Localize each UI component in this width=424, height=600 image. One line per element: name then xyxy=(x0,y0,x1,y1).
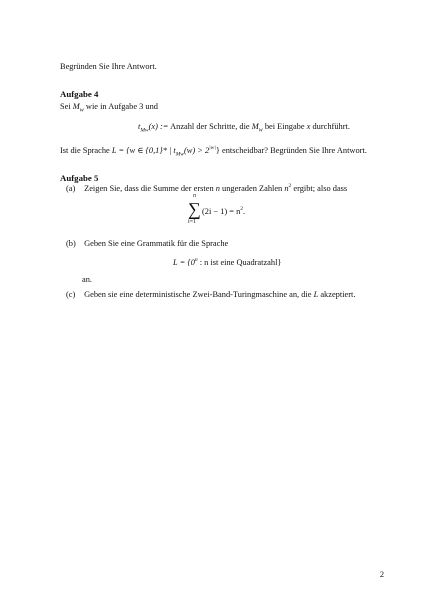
part-b-an: an. xyxy=(82,275,92,284)
aufgabe5-part-a: (a) Zeigen Sie, dass die Summe der ersten n ungeraden Zahlen $n^2$ ergibt; also dass xyxy=(66,183,348,193)
aufgabe5-part-b: (b) Geben Sie eine Grammatik für die Sprache xyxy=(66,239,229,248)
sum-body: $(2i - 1) = n^2$. xyxy=(202,206,246,216)
sum-upper-limit: n xyxy=(193,193,196,199)
aufgabe4-definition: $t_{Mw}(x)$ := Anzahl der Schritte, die $M_w$ bei Eingabe x durchführt. xyxy=(138,122,350,134)
page-number: 2 xyxy=(379,570,384,579)
aufgabe4-intro-line: Sei $M_w$ wie in Aufgabe 3 und xyxy=(60,102,158,114)
sigma-symbol: ∑ xyxy=(188,199,201,219)
intro-text: Begründen Sie Ihre Antwort. xyxy=(60,62,157,71)
language-definition: $L = \{0^n$ : n ist eine Quadratzahl} xyxy=(173,257,282,267)
sum-formula xyxy=(188,193,308,230)
aufgabe4-question: Ist die Sprache L = {w ∈ {0,1}* | $t_{Mw}(w) > 2^{|w|}$} entscheidbar? Begründen Sie Ihre Antwort. xyxy=(60,145,367,158)
aufgabe5-part-c: (c) Geben sie eine deterministische Zwei-Band-Turingmaschine an, die L akzeptiert. xyxy=(66,290,356,299)
aufgabe4-heading: Aufgabe 4 xyxy=(60,89,99,99)
sum-lower-limit: i=1 xyxy=(188,219,197,225)
aufgabe5-heading: Aufgabe 5 xyxy=(60,173,99,183)
